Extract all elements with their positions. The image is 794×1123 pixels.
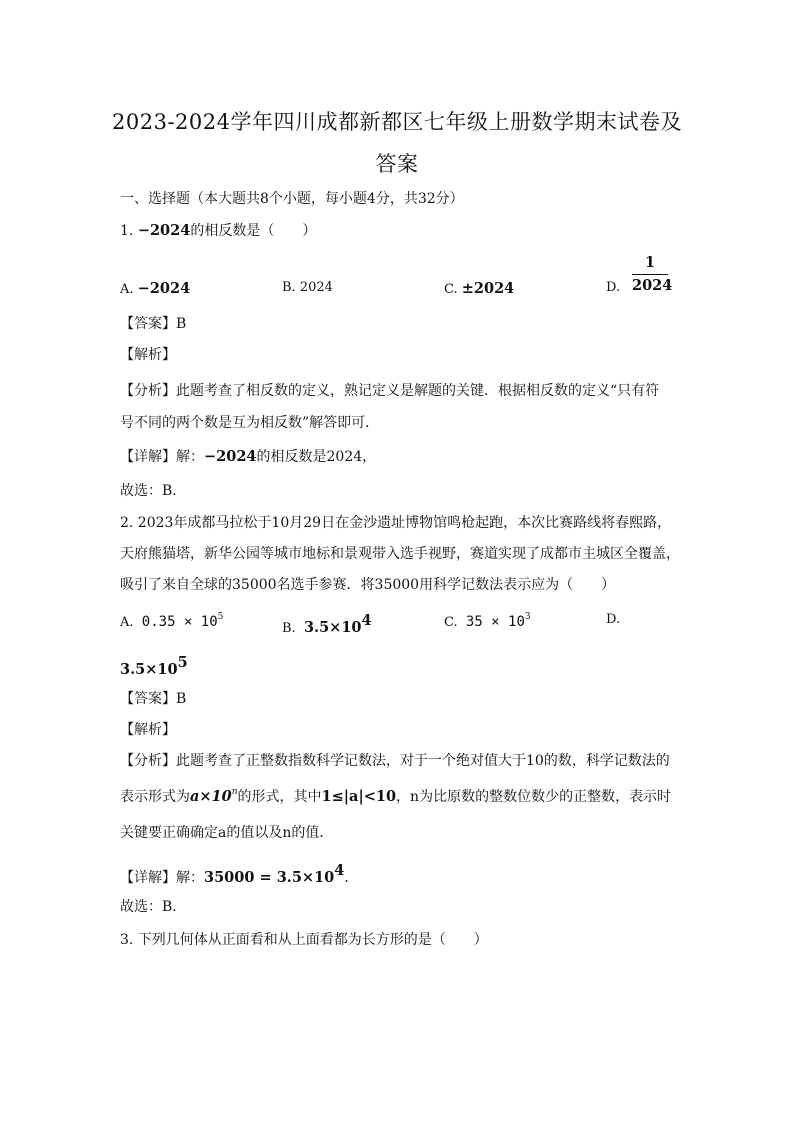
math-expression: −2024 xyxy=(137,222,191,239)
document-title-line1: 2023-2024学年四川成都新都区七年级上册数学期末试卷及 xyxy=(112,110,682,134)
detail-solution: 【详解】解：−2024的相反数是2024， xyxy=(120,448,377,465)
section-heading: 一、选择题（本大题共8个小题，每小题4分，共32分） xyxy=(120,191,464,207)
question-2-stem-line2: 天府熊猫塔，新华公园等城市地标和景观带入选手视野，赛道实现了成都市主城区全覆盖， xyxy=(120,546,680,562)
question-3-stem: 3. 下列几何体从正面看和从上面看都为长方形的是（ ） xyxy=(120,932,488,948)
option-d-value: $3.5\times 10^5$ xyxy=(120,654,188,678)
question-text: 的相反数是（ ） xyxy=(190,223,317,239)
question-1-stem xyxy=(120,220,316,240)
conclusion: 故选：B． xyxy=(120,899,187,915)
analysis-label: 【解析】 xyxy=(120,347,176,363)
question-2-stem-line1: 2. 2023年成都马拉松于10月29日在金沙遗址博物馆鸣枪起跑，本次比赛路线将春熙路， xyxy=(120,515,672,531)
analysis-text-line2: 号不同的两个数是互为相反数”解答即可． xyxy=(120,415,380,431)
conclusion: 故选：B． xyxy=(120,483,187,499)
option-d-fraction xyxy=(632,254,673,294)
answer-label: 【答案】B xyxy=(120,691,187,707)
option-d-label: D. xyxy=(606,280,621,295)
analysis-text-line2: 表示形式为$a\times 10^n$的形式，其中1≤|a|<10，n为比原数的整数位数少的正整数，表示时 xyxy=(120,787,672,805)
option-c: C. ±2024 xyxy=(444,280,515,297)
option-c: C. $35 \times 10^3$ xyxy=(444,612,531,630)
option-a: A. $0.35 \times 10^5$ xyxy=(120,612,224,630)
answer-label: 【答案】B xyxy=(120,316,187,332)
option-a: A. −2024 xyxy=(120,280,191,297)
question-number: 1. xyxy=(120,223,134,239)
option-b: B. $3.5\times 10^4$ xyxy=(282,612,372,636)
analysis-text-line3: 关键要正确确定a的值以及n的值． xyxy=(120,825,334,841)
document-title-line2: 答案 xyxy=(375,152,419,176)
fraction-bar xyxy=(632,274,668,275)
option-d-label: D. xyxy=(606,612,621,627)
detail-solution: 【详解】解：$35000 = 3.5\times 10^4$． xyxy=(120,862,359,886)
analysis-label: 【解析】 xyxy=(120,722,176,738)
analysis-text-line1: 【分析】此题考查了相反数的定义，熟记定义是解题的关键．根据相反数的定义“只有符 xyxy=(120,383,660,399)
fraction-denominator: 2024 xyxy=(632,277,673,294)
analysis-text-line1: 【分析】此题考查了正整数指数科学记数法，对于一个绝对值大于10的数，科学记数法的 xyxy=(120,753,670,769)
question-2-stem-line3: 吸引了来自全球的35000名选手参赛．将35000用科学记数法表示应为（ ） xyxy=(120,577,616,593)
option-b: B. 2024 xyxy=(282,280,333,295)
fraction-numerator: 1 xyxy=(644,254,656,271)
